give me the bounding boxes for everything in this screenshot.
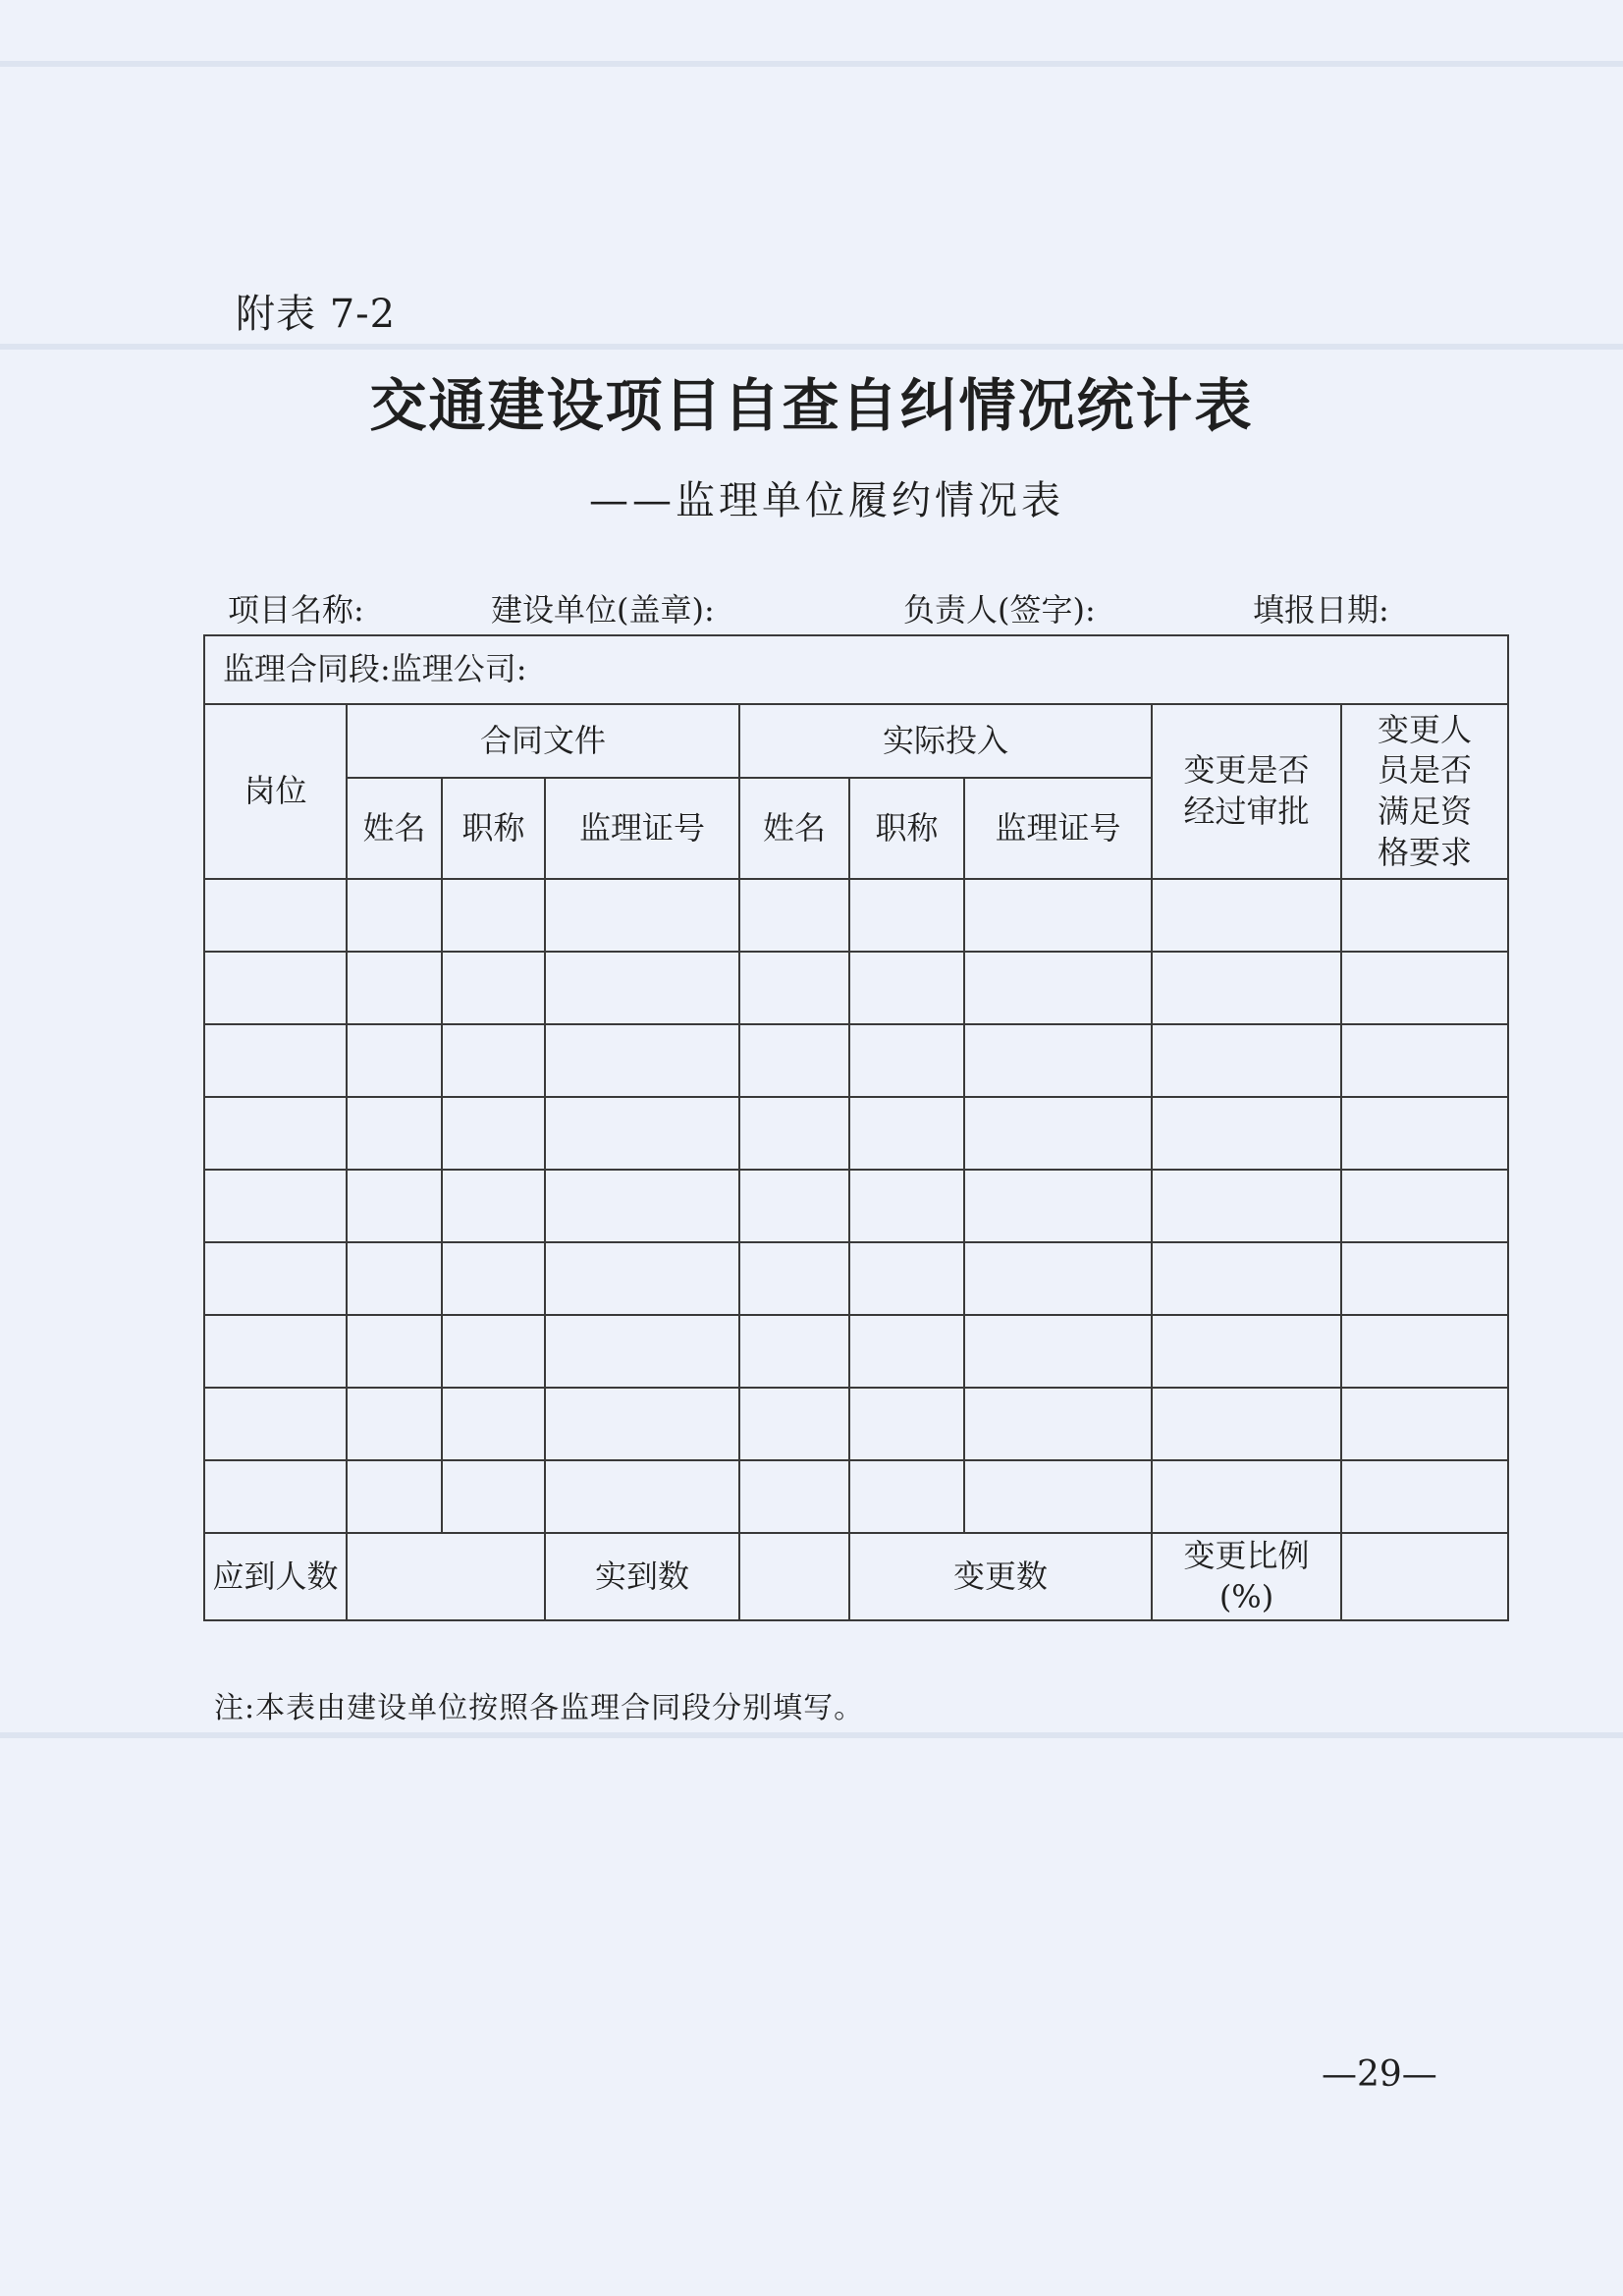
scan-artifact-band <box>0 1732 1623 1738</box>
table-cell <box>347 1460 442 1533</box>
table-cell <box>739 1460 849 1533</box>
table-cell <box>1341 1388 1508 1460</box>
table-cell <box>1341 1242 1508 1315</box>
table-cell <box>442 1097 545 1170</box>
table-cell <box>347 1315 442 1388</box>
meta-fill-date: 填报日期: <box>1253 591 1389 629</box>
table-row <box>204 952 1508 1024</box>
table-cell <box>1341 879 1508 952</box>
footer-actual-count-value <box>739 1533 849 1620</box>
meta-construction-unit: 建设单位(盖章): <box>491 591 715 629</box>
table-cell <box>739 1388 849 1460</box>
header-actual-input: 实际投入 <box>739 704 1152 778</box>
header-actual-title: 职称 <box>849 778 964 879</box>
table-cell <box>964 1097 1152 1170</box>
page-number: —29— <box>1322 2054 1437 2095</box>
footer-change-ratio-value <box>1341 1533 1508 1620</box>
table-cell <box>1341 1315 1508 1388</box>
footer-required-count-value <box>347 1533 545 1620</box>
header-contract-title: 职称 <box>442 778 545 879</box>
table-cell <box>204 1388 347 1460</box>
footer-actual-count-label: 实到数 <box>545 1533 739 1620</box>
footer-change-count-label: 变更数 <box>849 1533 1152 1620</box>
table-row <box>204 1170 1508 1242</box>
table-cell <box>739 1242 849 1315</box>
footer-required-count-label: 应到人数 <box>204 1533 347 1620</box>
table-cell <box>442 1460 545 1533</box>
table-cell <box>849 1388 964 1460</box>
table-cell <box>964 879 1152 952</box>
header-contract-docs: 合同文件 <box>347 704 739 778</box>
table-cell <box>442 1170 545 1242</box>
table-cell <box>849 1024 964 1097</box>
header-position: 岗位 <box>204 704 347 879</box>
table-cell <box>1152 879 1341 952</box>
table-cell <box>964 1242 1152 1315</box>
table-cell <box>545 1097 739 1170</box>
table-cell <box>739 1097 849 1170</box>
table-cell <box>347 1242 442 1315</box>
meta-project-name: 项目名称: <box>228 591 364 629</box>
table-cell <box>1152 1315 1341 1388</box>
table-cell <box>545 1388 739 1460</box>
table-cell <box>442 879 545 952</box>
table-cell <box>1152 1388 1341 1460</box>
table-cell <box>1341 1024 1508 1097</box>
table-cell <box>347 1388 442 1460</box>
table-cell <box>204 879 347 952</box>
attachment-label: 附表 7-2 <box>236 292 397 337</box>
contract-section-cell: 监理合同段:监理公司: <box>204 635 1508 704</box>
table-cell <box>204 1315 347 1388</box>
header-change-approved: 变更是否 经过审批 <box>1152 704 1341 879</box>
footer-row <box>204 1533 1508 1620</box>
table-cell <box>964 1024 1152 1097</box>
table-cell <box>347 1097 442 1170</box>
document-title: 交通建设项目自查自纠情况统计表 <box>369 372 1254 439</box>
table-cell <box>545 1315 739 1388</box>
header-actual-cert-no: 监理证号 <box>964 778 1152 879</box>
table-cell <box>204 1460 347 1533</box>
header-actual-name: 姓名 <box>739 778 849 879</box>
table-row <box>204 1315 1508 1388</box>
table-cell <box>442 1242 545 1315</box>
footer-change-ratio-label: 变更比例 (%) <box>1152 1533 1341 1620</box>
contract-section-row <box>204 635 1508 704</box>
table-cell <box>1341 1170 1508 1242</box>
table-body <box>204 635 1508 1620</box>
table-cell <box>964 952 1152 1024</box>
supervision-performance-table <box>203 634 1509 1621</box>
table-cell <box>545 1242 739 1315</box>
table-row <box>204 1388 1508 1460</box>
table-cell <box>739 879 849 952</box>
table-cell <box>442 1024 545 1097</box>
table-cell <box>1152 1170 1341 1242</box>
table-note: 注:本表由建设单位按照各监理合同段分别填写。 <box>214 1691 865 1725</box>
table-row <box>204 1460 1508 1533</box>
table-cell <box>442 952 545 1024</box>
table-cell <box>1152 1242 1341 1315</box>
scan-artifact-band <box>0 61 1623 67</box>
table-cell <box>442 1315 545 1388</box>
table-cell <box>347 1170 442 1242</box>
table-cell <box>545 1460 739 1533</box>
table-cell <box>347 1024 442 1097</box>
table-cell <box>1341 1097 1508 1170</box>
table-row <box>204 1242 1508 1315</box>
table-cell <box>849 1170 964 1242</box>
table-cell <box>964 1315 1152 1388</box>
table-cell <box>545 1024 739 1097</box>
table-cell <box>1341 952 1508 1024</box>
table-cell <box>1152 1460 1341 1533</box>
header-row-top <box>204 704 1508 778</box>
table-row <box>204 879 1508 952</box>
table-cell <box>739 1024 849 1097</box>
table-cell <box>739 1315 849 1388</box>
table-row <box>204 1024 1508 1097</box>
table-cell <box>849 1242 964 1315</box>
table-cell <box>545 879 739 952</box>
table-cell <box>849 1097 964 1170</box>
meta-responsible-person: 负责人(签字): <box>903 591 1096 629</box>
document-subtitle: ——监理单位履约情况表 <box>589 478 1064 523</box>
table-cell <box>964 1170 1152 1242</box>
table-cell <box>204 1170 347 1242</box>
table-cell <box>1152 1097 1341 1170</box>
table-cell <box>1152 952 1341 1024</box>
header-contract-cert-no: 监理证号 <box>545 778 739 879</box>
header-change-qualified: 变更人 员是否 满足资 格要求 <box>1341 704 1508 879</box>
table-cell <box>204 1242 347 1315</box>
scan-artifact-band <box>0 344 1623 350</box>
table-cell <box>849 879 964 952</box>
table-cell <box>739 1170 849 1242</box>
header-contract-name: 姓名 <box>347 778 442 879</box>
table-row <box>204 1097 1508 1170</box>
table-cell <box>1341 1460 1508 1533</box>
table-cell <box>204 1024 347 1097</box>
table-cell <box>849 952 964 1024</box>
table-cell <box>347 879 442 952</box>
table-cell <box>849 1460 964 1533</box>
table-cell <box>849 1315 964 1388</box>
table-cell <box>442 1388 545 1460</box>
table-cell <box>964 1388 1152 1460</box>
table-cell <box>1152 1024 1341 1097</box>
table-cell <box>204 1097 347 1170</box>
table-cell <box>739 952 849 1024</box>
table-cell <box>347 952 442 1024</box>
table-cell <box>964 1460 1152 1533</box>
table-cell <box>545 952 739 1024</box>
table-cell <box>545 1170 739 1242</box>
table-cell <box>204 952 347 1024</box>
